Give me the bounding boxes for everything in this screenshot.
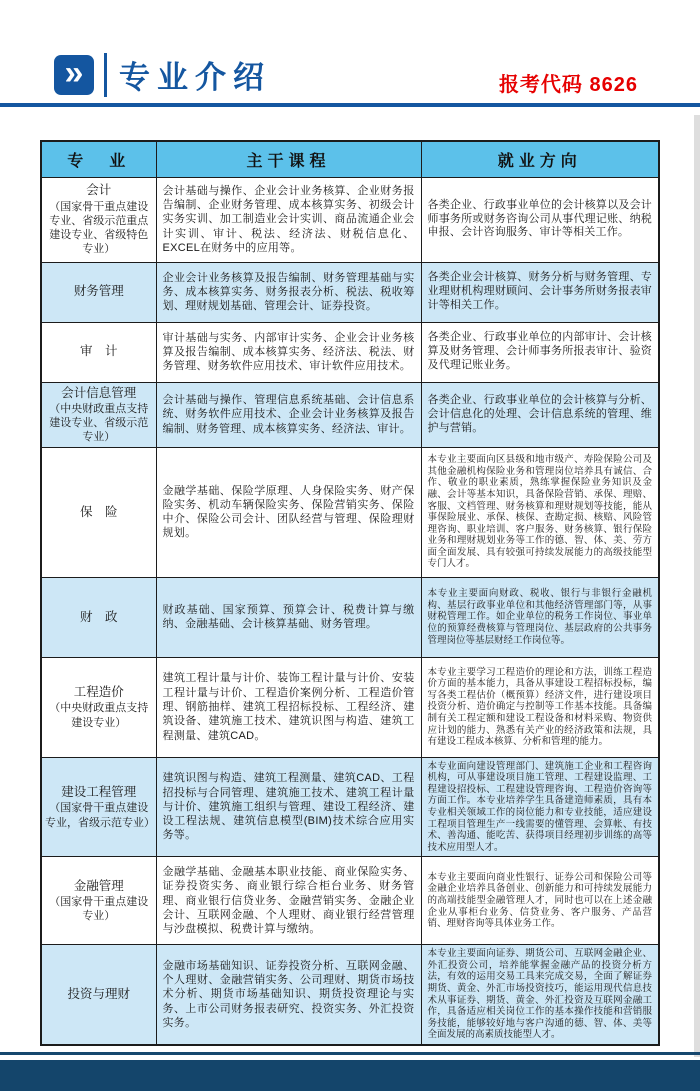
courses-cell: 企业会计业务核算及报告编制、财务管理基础与实务、成本核算实务、财务报表分析、税法、税收筹划、理财规划基础、管理会计、证券投资。 [156,262,421,322]
employment-cell: 本专业主要面向证券、期货公司、互联网金融企业、外汇投资公司，培养能掌握金融产品的投资分析方法，有效的运用交易工具来完成交易，全面了解证券期货、黄金、外汇市场投资技巧，能运用现代信息技术从事证券、期货、黄金、外汇投资及互联网金融工作，具备适应相关岗位工作的基本操作技能和营销服务技能，能够较好地与客户沟通的德、智、体、美等全面发展的高素质技能型人才。 [421,945,659,1045]
major-name: 会计 [86,183,112,198]
page-title: 专业介绍 [119,60,271,95]
column-header-courses: 主干课程 [156,141,421,177]
courses-cell: 会计基础与操作、企业会计业务核算、企业财务报告编制、企业财务管理、成本核算实务、初级会计实务实训、加工制造业会计实训、商品流通企业会计实训、审计、税法、经济法、财税信息化、EXCEL在财务中的应用等。 [156,177,421,262]
employment-cell: 本专业主要学习工程造价的理论和方法，训练工程造价方面的基本能力，具备从事建设工程招标投标，编写各类工程估价（概预算）经济文件，进行建设项目投资分析、造价确定与控制等工作基本技能。具备编制有关工程定额和建设工程设备和材料采购、物资供应计划的能力、熟悉有关产业的经济政策和法规，具有建设工程成本核算、分析和管理的能力。 [421,657,659,757]
major-cell [41,177,156,262]
table-row [41,262,659,322]
major-name: 保 险 [79,504,118,519]
major-name: 建设工程管理 [61,785,137,800]
page-header [54,52,271,97]
major-note: （国家骨干重点建设专业、省级示范重点建设专业、省级特色专业） [49,200,149,256]
employment-cell: 本专业面向建设管理部门、建筑施工企业和工程咨询机构，可从事建设项目施工管理、工程建设监理、工程建设招投标、工程建设管理咨询、工程造价咨询等方面工作。本专业培养学生具备建造师素质，具有本专业相关领域工作的岗位能力和专业技能，适应建设工程项目管理生产一线需要的懂管理、会算帐、有技术、善沟通、能吃苦、获得项目经理初步训练的高等技术应用型人才。 [421,757,659,857]
employment-cell: 各类企业会计核算、财务分析与财务管理、专业理财机构理财顾问、会计事务所财务报表审计等相关工作。 [421,262,659,322]
major-note: （国家骨干重点建设专业，省级示范专业） [45,802,155,829]
table-row [41,577,659,657]
double-chevron-icon [54,55,94,95]
application-code: 报考代码 8626 [498,74,638,96]
courses-cell: 金融学基础、保险学原理、人身保险实务、财产保险实务、机动车辆保险实务、保险营销实务、保险中介、保险公司会计、团队经营与管理、保险理财规划。 [156,447,421,577]
major-name: 财 政 [79,609,118,624]
employment-cell: 各类企业、行政事业单位的会计核算与分析、会计信息化的处理、会计信息系统的管理、维护与营销。 [421,382,659,447]
major-cell [41,945,156,1045]
column-header-employment: 就业方向 [421,141,659,177]
major-cell [41,447,156,577]
chevron-glyph: » [64,53,84,92]
major-cell [41,577,156,657]
major-cell [41,657,156,757]
major-cell [41,382,156,447]
footer-bar [0,1060,700,1091]
employment-cell: 本专业主要面向区县级和地市级产、寿险保险公司及其他金融机构保险业务和管理岗位培养具有诚信、合作、敬业的职业素质，熟练掌握保险业务知识及金融、会计等基本知识，具备保险营销、承保、理赔、客服、文档管理、财务核算和理财规划等技能，能从事保险展业、承保、核保、查勘定损、核赔、风险管理咨询、职业培训、客户服务、财务核算、银行保险业务和理财规划业务等工作的德、智、体、美、劳方面全面发展、具有较强可持续发展能力的高级技能型专门人才。 [421,447,659,577]
courses-cell: 金融学基础、金融基本职业技能、商业保险实务、证券投资实务、商业银行综合柜台业务、财务管理、商业银行信贷业务、金融营销实务、金融企业会计、互联网金融、个人理财、商业银行经营管理与沙盘模拟、税费计算与缴纳。 [156,857,421,945]
major-name: 金融管理 [73,878,124,893]
table-row [41,322,659,382]
scan-edge-shadow [694,115,700,1057]
courses-cell: 财政基础、国家预算、预算会计、税费计算与缴纳、金融基础、会计核算基础、财务管理。 [156,577,421,657]
major-name: 工程造价 [73,685,124,700]
major-name: 审 计 [79,344,118,359]
table-row [41,447,659,577]
table-row [41,657,659,757]
table-row [41,757,659,857]
header-divider [104,53,107,97]
major-name: 财务管理 [73,284,124,299]
footer-rule [0,1052,700,1055]
courses-cell: 审计基础与实务、内部审计实务、企业会计业务核算及报告编制、成本核算实务、经济法、税法、财务管理、财务软件应用技术、审计软件应用技术。 [156,322,421,382]
major-note: （国家骨干重点建设专业） [49,896,149,923]
majors-table [40,140,660,1046]
major-note: （中央财政重点支持建设专业、省级示范专业） [49,402,149,444]
courses-cell: 金融市场基础知识、证券投资分析、互联网金融、个人理财、金融营销实务、公司理财、期货市场技术分析、期货市场基础知识、期货投资理论与实务、上市公司财务报表研究、投资实务、外汇投资实务。 [156,945,421,1045]
table-row [41,857,659,945]
courses-cell: 会计基础与操作、管理信息系统基础、会计信息系统、财务软件应用技术、企业会计业务核算及报告编制、财务管理、成本核算实务、经济法、审计。 [156,382,421,447]
employment-cell: 各类企业、行政事业单位的内部审计、会计核算及财务管理、会计师事务所报表审计、验资及代理记账业务。 [421,322,659,382]
employment-cell: 各类企业、行政事业单位的会计核算以及会计师事务所或财务咨询公司从事代理记账、纳税申报、会计咨询服务、审计等相关工作。 [421,177,659,262]
major-cell [41,322,156,382]
major-name: 会计信息管理 [61,385,137,400]
major-cell [41,262,156,322]
table-row [41,382,659,447]
column-header-major: 专 业 [41,141,156,177]
table-header-row [41,141,659,177]
major-name: 投资与理财 [67,986,130,1001]
major-note: （中央财政重点支持建设专业） [49,702,149,729]
table-row [41,177,659,262]
courses-cell: 建筑工程计量与计价、装饰工程计量与计价、安装工程计量与计价、工程造价案例分析、工程造价管理、钢筋抽样、建筑工程招标投标、工程经济、建筑设备、建筑施工技术、建筑识图与构造、建筑工程测量、建筑CAD。 [156,657,421,757]
major-cell [41,757,156,857]
courses-cell: 建筑识图与构造、建筑工程测量、建筑CAD、工程招投标与合同管理、建筑施工技术、建筑工程计量与计价、建筑施工组织与管理、建设工程经济、建设工程法规、建筑信息模型(BIM)技术综合应用实务等。 [156,757,421,857]
table-row [41,945,659,1045]
employment-cell: 本专业主要面向商业性银行、证券公司和保险公司等金融企业培养具备创业、创新能力和可持续发展能力的高端技能型金融管理人才，同时也可以在上述金融企业从事柜台业务、信贷业务、客户服务、产品营销、理财咨询等具体业务工作。 [421,857,659,945]
major-cell [41,857,156,945]
employment-cell: 本专业主要面向财政、税收、银行与非银行金融机构、基层行政事业单位和其他经济管理部门等，从事财税管理工作。如企业单位的税务工作岗位、事业单位的预算经费核算与管理岗位、基层政府的公共事务管理岗位等基层财经工作岗位等。 [421,577,659,657]
header-rule [0,103,700,107]
